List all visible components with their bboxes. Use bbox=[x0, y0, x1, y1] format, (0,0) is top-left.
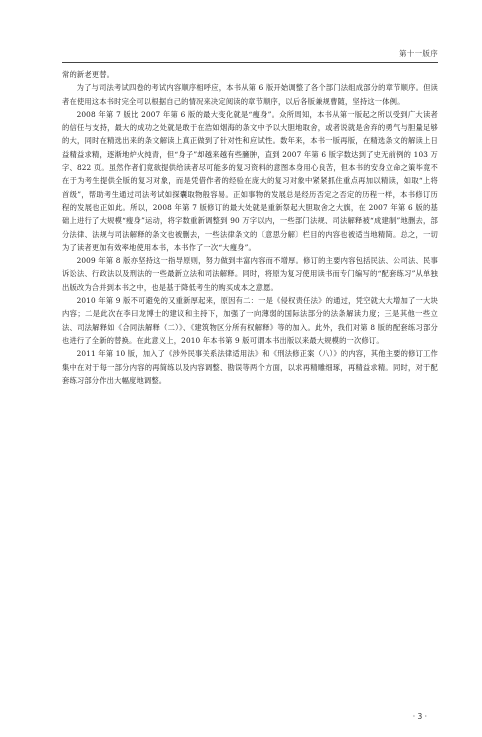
running-header-title: 第十一版序 bbox=[399, 49, 438, 58]
paragraph-edition-9: 2010 年第 9 版不可避免的又重新厚起来，原因有二：一是《侵权责任法》的通过，凭空就大大增加了一大块内容；二是此次在李曰龙博士的建议和主持下，加强了一向薄弱的国际法部分的法条解读力度；三是其他一些立法、司法解释如《合同法解释（二）》、《建筑物区分所有权解释》等的加入。此外，我们对第 8 版的配套练习部分也进行了全新的替换。在此意义上，2010 年本书第 9 版可谓本书出版以来最大规模的一次修订。 bbox=[62, 296, 438, 345]
paragraph-edition-10: 2011 年第 10 版，加入了《涉外民事关系法律适用法》和《刑法修正案（八）》的内容，其他主要的修订工作集中在对于每一部分内容的再简练以及内容调整、勘误等两个方面，以求再精雕细琢，再精益求精。同时，对于配套练习部分作出大幅度地调整。 bbox=[62, 349, 438, 385]
paragraph-chapter-order: 为了与司法考试四卷的考试内容顺序相呼应，本书从第 6 版开始调整了各个部门法组成部分的章节顺序。但读者在使用这本书时完全可以根据自己的情况来决定阅读的章节顺序，以后各版兼规曹随，坚持这一体例。 bbox=[62, 83, 438, 106]
header-divider bbox=[62, 62, 438, 63]
page-body bbox=[62, 68, 438, 387]
paragraph-continued: 常的新老更替。 bbox=[62, 70, 115, 79]
page-number: · 3 · bbox=[412, 712, 427, 721]
paragraph-edition-8: 2009 年第 8 版亦坚持这一指导原则，努力做到丰富内容而不增厚。修订的主要内容包括民法、公司法、民事诉讼法、行政法以及刑法的一些最新立法和司法解释。同时，将原为复习使用读书而专门编写的“配套练习”从单独出版改为合并到本书之中，也是基于降低考生的购买成本之意愿。 bbox=[62, 256, 438, 292]
paragraph-edition-7: 2008 年第 7 版比 2007 年第 6 版的最大变化就是“瘦身”。众所周知，本书从第一版起之所以受到广大读者的信任与支持，最大的成功之处就是敢于在浩如烟海的条文中予以大胆地取舍，或者说就是舍弃的勇气与胆量足够的大，同时在精选出来的条文解读上真正做到了针对性和应试性。数年来，本书一版再版，在精选条文的解读上日益精益求精，逐渐地炉火纯青，但“身子”却越来越有些臃肿，直到 2007 年第 6 版字数达到了史无前例的 103 万字、822 页。虽然作者们竟欲提供给读者尽可能多的复习资料的意图本身用心良苦，但本书的安身立命之策毕竟不在于为考生提供全版的复习对象，而是凭借作者的经验在庞大的复习对象中紧紧抓住重点再加以精读，如取“上将首级”，帮助考生通过司法考试如探囊取物般容易。正如事物的发展总是经历否定之否定的历程一样，本书修订历程的发展也正如此。所以，2008 年第 7 版修订的最大处就是重新祭起大胆取舍之大旗，在 2007 年第 6 版的基础上进行了大规模“瘦身”运动，将字数重新调整到 90 万字以内，一些部门法规、司法解释被“成建制”地删去，部分法律、法规与司法解释的条文也被删去，一些法律条文的〔意思分解〕栏目的内容也被适当地精简。总之，一切为了读者更加有效率地使用本书，本书作了一次“大瘦身”。 bbox=[62, 109, 438, 252]
